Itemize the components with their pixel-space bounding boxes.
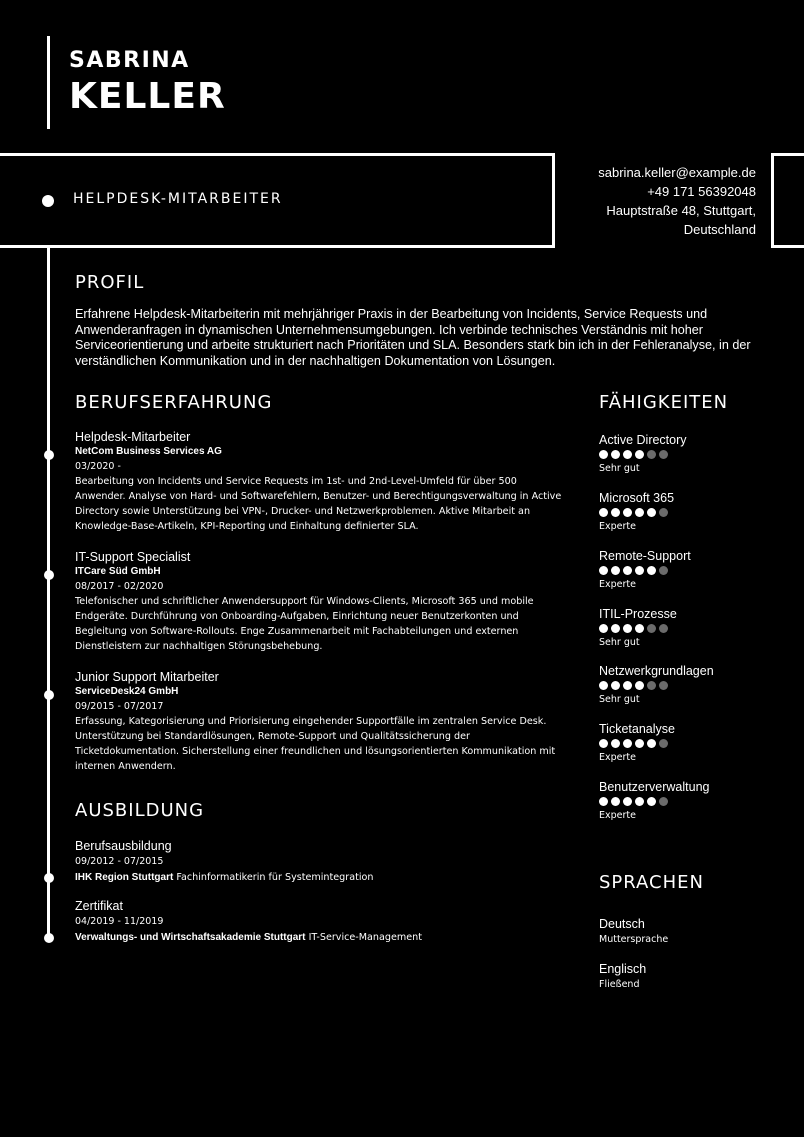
skill-item [599, 607, 779, 650]
job-company: ITCare Süd GmbH [75, 566, 161, 577]
rating-dot-filled [599, 681, 608, 690]
job-description: Erfassung, Kategorisierung und Priorisierung eingehender Supportfälle im zentralen Service Desk. Unterstützung bei Standardlösungen, Remote-Support und Qualitätssicherung der Ticketdokumentation. Sicherstellung einer freundlichen und lösungsorientierten Kommunikation mit internen Anwendern. [75, 716, 556, 772]
rating-dot-filled [623, 566, 632, 575]
skill-item [599, 433, 779, 476]
job-description: Bearbeitung von Incidents und Service Requests im 1st- und 2nd-Level-Umfeld für über 500 Anwender. Analyse von Hard- und Softwarefehlern, Benutzer- und Berechtigungsverwaltung in Active Directory sowie Unterstützung bei VPN-, Drucker- und Netzwerkproblemen. Aktive Mitarbeit an Knowledge-Base-Artikeln, KPI-Reporting und Einhaltung definierter SLA. [75, 476, 562, 532]
rating-dot-filled [611, 624, 620, 633]
skill-name: Ticketanalyse [599, 722, 675, 736]
rating-dot-empty [659, 681, 668, 690]
education-detail: IT-Service-Management [308, 932, 422, 943]
rating-dot-filled [611, 681, 620, 690]
timeline-dot [44, 690, 54, 700]
skill-rating [599, 797, 779, 808]
language-name: Englisch [599, 962, 647, 976]
rating-dot-filled [611, 797, 620, 806]
skill-rating [599, 566, 779, 577]
name-accent-bar [47, 36, 50, 129]
timeline-dot [44, 570, 54, 580]
rating-dot-filled [647, 797, 656, 806]
job-title: HELPDESK-MITARBEITER [73, 191, 283, 207]
first-name: SABRINA [69, 48, 190, 73]
rating-dot-filled [611, 739, 620, 748]
skill-level: Sehr gut [599, 694, 640, 705]
skill-name: Netzwerkgrundlagen [599, 664, 714, 678]
language-name: Deutsch [599, 917, 645, 931]
skill-rating [599, 624, 779, 635]
education-detail: Fachinformatikerin für Systemintegration [176, 872, 374, 883]
skill-level: Sehr gut [599, 637, 640, 648]
timeline-dot [44, 933, 54, 943]
rating-dot-filled [647, 739, 656, 748]
rating-dot-filled [635, 566, 644, 575]
rating-dot-filled [599, 797, 608, 806]
education-degree: Berufsausbildung [75, 839, 172, 853]
profile-text: Erfahrene Helpdesk-Mitarbeiterin mit mehrjähriger Praxis in der Bearbeitung von Incidents, Service Requests und Anwenderanfragen in dynamischen Unternehmensumgebungen. Ich verbinde technisches Verständnis mit hoher Serviceorientierung und arbeite strukturiert nach Prioritäten und SLA. Besonders stark bin ich in der Fehleranalyse, in der verständlichen Kommunikation und in der nachhaltigen Dokumentation von Lösungen. [75, 307, 751, 368]
skill-item [599, 722, 779, 765]
rating-dot-empty [647, 681, 656, 690]
education-date: 04/2019 - 11/2019 [75, 916, 164, 927]
timeline-dot [44, 450, 54, 460]
language-level: Muttersprache [599, 934, 669, 945]
skill-name: Benutzerverwaltung [599, 780, 710, 794]
rating-dot-empty [647, 450, 656, 459]
language-level: Fließend [599, 979, 640, 990]
rating-dot-filled [647, 508, 656, 517]
job-company: ServiceDesk24 GmbH [75, 686, 179, 697]
skill-rating [599, 681, 779, 692]
job-position: Junior Support Mitarbeiter [75, 670, 219, 684]
education-line [75, 870, 565, 885]
skill-name: ITIL-Prozesse [599, 607, 677, 621]
contact-block [556, 163, 756, 239]
education-entry [75, 838, 565, 885]
contact-address-line2: Deutschland [683, 222, 756, 237]
skill-rating [599, 450, 779, 461]
job-date: 09/2015 - 07/2017 [75, 701, 164, 712]
education-institution: Verwaltungs- und Wirtschaftsakademie Stuttgart [75, 932, 306, 943]
rating-dot-filled [635, 508, 644, 517]
rating-dot-empty [659, 450, 668, 459]
education-degree: Zertifikat [75, 899, 123, 913]
education-entry [75, 898, 565, 945]
right-accent-box [771, 153, 804, 248]
skill-level: Experte [599, 521, 636, 532]
rating-dot-empty [659, 739, 668, 748]
education-line [75, 930, 565, 945]
rating-dot-filled [623, 508, 632, 517]
job-date: 03/2020 - [75, 461, 121, 472]
job-entry [75, 430, 565, 534]
rating-dot-empty [659, 566, 668, 575]
skills-heading: FÄHIGKEITEN [599, 392, 729, 413]
profile-heading: PROFIL [75, 272, 145, 293]
education-institution: IHK Region Stuttgart [75, 872, 174, 883]
rating-dot-filled [599, 739, 608, 748]
job-entry [75, 550, 565, 654]
job-description: Telefonischer und schriftlicher Anwendersupport für Windows-Clients, Microsoft 365 und mobile Endgeräte. Durchführung von Onboarding-Aufgaben, Einrichtung neuer Benutzerkonten und Begleitung von Software-Rollouts. Enge Zusammenarbeit mit Fachabteilungen und externen Dienstleistern zur nachhaltigen Störungsbehebung. [75, 596, 534, 652]
rating-dot-empty [659, 624, 668, 633]
skill-level: Sehr gut [599, 463, 640, 474]
job-title-bullet [42, 195, 54, 207]
rating-dot-empty [647, 624, 656, 633]
job-position: Helpdesk-Mitarbeiter [75, 430, 191, 444]
skill-item [599, 780, 779, 823]
skill-item [599, 549, 779, 592]
job-entry [75, 670, 565, 774]
rating-dot-filled [647, 566, 656, 575]
job-position: IT-Support Specialist [75, 550, 191, 564]
job-company: NetCom Business Services AG [75, 446, 222, 457]
contact-address-line1: Hauptstraße 48, Stuttgart, [606, 203, 756, 218]
last-name: KELLER [69, 76, 226, 117]
contact-email[interactable]: sabrina.keller@example.de [598, 165, 756, 180]
rating-dot-filled [635, 797, 644, 806]
languages-heading: SPRACHEN [599, 872, 704, 893]
skill-level: Experte [599, 752, 636, 763]
job-date: 08/2017 - 02/2020 [75, 581, 164, 592]
experience-heading: BERUFSERFAHRUNG [75, 392, 273, 413]
rating-dot-filled [623, 797, 632, 806]
timeline-line [47, 245, 50, 941]
skill-name: Active Directory [599, 433, 687, 447]
contact-phone[interactable]: +49 171 56392048 [647, 184, 756, 199]
skill-level: Experte [599, 579, 636, 590]
rating-dot-empty [659, 508, 668, 517]
rating-dot-filled [599, 450, 608, 459]
rating-dot-filled [599, 566, 608, 575]
rating-dot-filled [635, 624, 644, 633]
skill-item [599, 664, 779, 707]
skill-rating [599, 739, 779, 750]
education-date: 09/2012 - 07/2015 [75, 856, 164, 867]
skill-item [599, 491, 779, 534]
skill-name: Remote-Support [599, 549, 691, 563]
rating-dot-filled [599, 624, 608, 633]
rating-dot-filled [623, 739, 632, 748]
rating-dot-filled [611, 450, 620, 459]
rating-dot-filled [635, 739, 644, 748]
rating-dot-filled [611, 566, 620, 575]
skill-name: Microsoft 365 [599, 491, 675, 505]
rating-dot-filled [623, 624, 632, 633]
language-item [599, 961, 779, 993]
rating-dot-empty [659, 797, 668, 806]
rating-dot-filled [635, 450, 644, 459]
skill-level: Experte [599, 810, 636, 821]
education-heading: AUSBILDUNG [75, 800, 205, 821]
skill-rating [599, 508, 779, 519]
timeline-dot [44, 873, 54, 883]
rating-dot-filled [635, 681, 644, 690]
rating-dot-filled [599, 508, 608, 517]
rating-dot-filled [623, 681, 632, 690]
language-item [599, 916, 779, 948]
rating-dot-filled [623, 450, 632, 459]
rating-dot-filled [611, 508, 620, 517]
